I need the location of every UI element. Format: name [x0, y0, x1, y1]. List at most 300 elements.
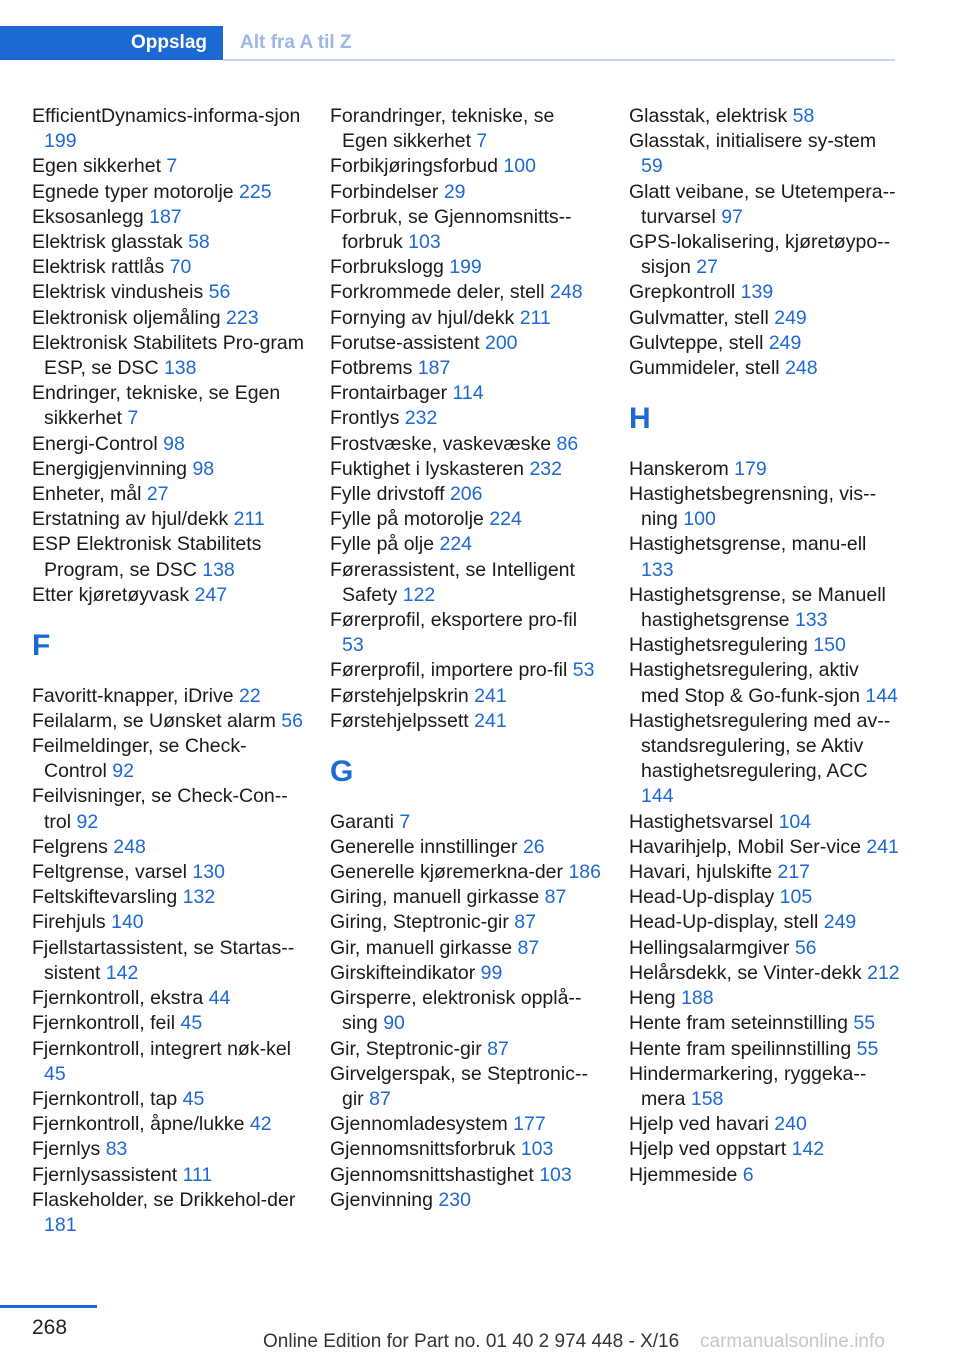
index-entry — [330, 432, 602, 457]
page-reference-link[interactable]: 187 — [417, 357, 451, 380]
page-reference-link[interactable]: 248 — [550, 281, 583, 304]
index-entry-text: Fjernkontroll, integrert nøk-kel — [32, 1037, 292, 1060]
index-entry-text: Girvelgerspak, se Steptronic-gir — [330, 1062, 588, 1110]
page-reference-link[interactable]: 99 — [480, 961, 503, 984]
index-entry — [330, 961, 602, 986]
index-entry-text: Head-Up-display — [629, 886, 775, 909]
index-entry — [629, 835, 901, 860]
index-entry — [32, 104, 304, 154]
index-entry — [330, 608, 602, 658]
index-entry — [330, 507, 602, 532]
index-entry-text: Girskifteindikator — [330, 961, 476, 984]
tab-alt-fra-a-til-z-label: Alt fra A til Z — [240, 32, 352, 53]
page-reference-link[interactable]: 241 — [474, 709, 507, 732]
index-entry — [32, 1011, 304, 1036]
index-entry — [629, 356, 901, 381]
page-reference-link[interactable]: 42 — [249, 1113, 272, 1136]
index-entry — [32, 835, 304, 860]
index-entry — [330, 532, 602, 557]
index-entry — [330, 280, 602, 305]
page-reference-link[interactable]: 103 — [520, 1138, 554, 1161]
index-entry-text: Hastighetsvarsel — [629, 810, 774, 833]
index-entry-text: Feilalarm, se Uønsket alarm — [32, 709, 276, 732]
page-reference-link[interactable]: 158 — [690, 1087, 724, 1110]
index-entry — [330, 482, 602, 507]
index-entry-text: Glasstak, elektrisk — [629, 105, 788, 127]
index-entry — [629, 709, 901, 810]
index-entry-text: Heng — [629, 987, 676, 1010]
page-reference-link[interactable]: 199 — [449, 256, 482, 279]
index-entry-text: Gjennomsnittsforbruk — [330, 1138, 516, 1161]
page-reference-link[interactable]: 225 — [239, 180, 272, 203]
index-entry-text: Førstehjelpssett — [330, 709, 469, 732]
index-entry-text: Energi-Control — [32, 432, 158, 455]
index-entry-text: Head-Up-display, stell — [629, 911, 819, 934]
page-reference-link[interactable]: 212 — [867, 961, 900, 984]
index-entry-text: Fornying av hjul/dekk — [330, 306, 515, 329]
edition-text: Online Edition for Part no. 01 40 2 974 448 - X/16 — [263, 1331, 680, 1352]
page-reference-link[interactable]: 70 — [169, 256, 192, 279]
page-reference-link[interactable]: 232 — [404, 407, 438, 430]
index-entry — [629, 180, 901, 230]
index-entry-text: Fjernkontroll, tap — [32, 1087, 178, 1110]
page-reference-link[interactable]: 186 — [568, 861, 601, 884]
index-entry — [32, 986, 304, 1011]
page-reference-link[interactable]: 6 — [742, 1163, 754, 1186]
index-entry — [32, 1188, 304, 1238]
index-entry-text: Feilvisninger, se Check-Con-trol — [32, 785, 288, 833]
page-reference-link[interactable]: 142 — [105, 961, 139, 984]
index-entry-text: Førstehjelpskrin — [330, 684, 469, 707]
index-entry-text: Fjernlys — [32, 1138, 101, 1161]
index-entry-text: Fjernkontroll, åpne/lukke — [32, 1113, 245, 1136]
index-entry — [32, 154, 304, 179]
index-entry-text: Gjennomsnittshastighet — [330, 1163, 534, 1186]
page-reference-link[interactable]: 87 — [544, 886, 567, 909]
page-reference-link[interactable]: 206 — [449, 483, 483, 506]
index-entry-text: Endringer, tekniske, se Egen sikkerhet — [32, 382, 281, 430]
index-entry-text: Gir, manuell girkasse — [330, 936, 513, 959]
index-entry-text: Frontairbager — [330, 382, 448, 405]
index-entry-text: Hjemmeside — [629, 1163, 738, 1186]
index-entry-text: Fylle på motorolje — [330, 508, 484, 531]
page-reference-link[interactable]: 58 — [188, 231, 210, 254]
page-reference-link[interactable]: 26 — [522, 835, 545, 858]
index-entry-text: Generelle kjøremerkna-der — [330, 861, 564, 884]
index-entry — [32, 205, 304, 230]
index-entry — [330, 986, 602, 1036]
page-reference-link[interactable]: 59 — [641, 155, 663, 178]
index-entry-text: Giring, Steptronic-gir — [330, 911, 509, 934]
index-entry — [629, 306, 901, 331]
page-reference-link[interactable]: 7 — [476, 130, 488, 153]
page-reference-link[interactable]: 7 — [166, 155, 178, 178]
index-entry — [629, 583, 901, 633]
index-column-2 — [330, 104, 602, 1213]
page-reference-link[interactable]: 87 — [369, 1087, 391, 1110]
index-entry — [32, 583, 304, 608]
page-reference-link[interactable]: 130 — [192, 861, 225, 884]
page-reference-link[interactable]: 144 — [641, 785, 674, 808]
index-entry-text: Forbindelser — [330, 180, 439, 203]
page-reference-link[interactable]: 90 — [383, 1012, 405, 1035]
page-reference-link[interactable]: 139 — [740, 281, 774, 304]
index-entry-text: Fotbrems — [330, 357, 413, 380]
index-entry-text: Feltgrense, varsel — [32, 861, 187, 884]
index-entry — [32, 734, 304, 784]
index-entry — [330, 1137, 602, 1162]
index-entry — [32, 1037, 304, 1087]
index-entry-text: Gulvmatter, stell — [629, 306, 769, 329]
page-reference-link[interactable]: 249 — [823, 911, 857, 934]
page-reference-link[interactable]: 53 — [342, 634, 364, 657]
index-entry — [629, 1011, 901, 1036]
page-reference-link[interactable]: 181 — [44, 1213, 77, 1236]
index-entry-text: Hente fram speilinnstilling — [629, 1037, 852, 1060]
page-reference-link[interactable]: 7 — [127, 407, 139, 430]
page-reference-link[interactable]: 200 — [484, 331, 518, 354]
index-entry — [629, 331, 901, 356]
page-reference-link[interactable]: 103 — [539, 1163, 572, 1186]
index-entry-text: Erstatning av hjul/dekk — [32, 508, 229, 531]
page-reference-link[interactable]: 240 — [774, 1113, 807, 1136]
page-reference-link[interactable]: 133 — [794, 609, 828, 632]
index-entry-text: Elektrisk rattlås — [32, 256, 165, 279]
index-entry — [629, 810, 901, 835]
index-entry — [629, 986, 901, 1011]
tab-alt-fra-a-til-z[interactable] — [240, 26, 352, 60]
index-entry-text: Enheter, mål — [32, 483, 142, 506]
index-entry — [32, 1112, 304, 1137]
index-entry-text: Hanskerom — [629, 457, 729, 480]
index-entry — [330, 860, 602, 885]
index-entry — [629, 104, 901, 129]
index-entry-text: ESP Elektronisk Stabilitets Program, se DSC — [32, 533, 262, 581]
index-entry — [629, 885, 901, 910]
page-reference-link[interactable]: 87 — [514, 911, 536, 934]
index-entry — [32, 381, 304, 431]
index-entry — [629, 910, 901, 935]
index-entry-text: Havari, hjulskifte — [629, 861, 773, 884]
index-entry-text: Hastighetsgrense, manu-ell — [629, 533, 867, 556]
page-reference-link[interactable]: 104 — [778, 810, 812, 833]
index-entry — [629, 532, 901, 582]
index-entry — [629, 129, 901, 179]
index-entry-text: Feltskiftevarsling — [32, 886, 178, 909]
page-reference-link[interactable]: 44 — [208, 987, 231, 1010]
index-entry — [32, 230, 304, 255]
index-entry — [629, 658, 901, 708]
page-reference-link[interactable]: 7 — [399, 810, 411, 833]
page-reference-link[interactable]: 248 — [785, 357, 818, 380]
section-letter: H — [629, 402, 651, 436]
index-entry-text: Fjernkontroll, feil — [32, 1012, 176, 1035]
index-entry-text: Gulvteppe, stell — [629, 331, 764, 354]
index-entry — [330, 558, 602, 608]
index-entry — [330, 180, 602, 205]
index-entry — [629, 1163, 901, 1188]
index-entry-text: Giring, manuell girkasse — [330, 886, 540, 909]
page-reference-link[interactable]: 83 — [105, 1138, 128, 1161]
index-entry-text: Feilmeldinger, se Check-Control — [32, 735, 247, 783]
index-entry — [330, 205, 602, 255]
index-entry — [32, 1137, 304, 1162]
index-entry-text: Førerprofil, importere pro-fil — [330, 659, 568, 682]
page-reference-link[interactable]: 100 — [683, 508, 716, 531]
index-entry-text: Hindermarkering, ryggeka-mera — [629, 1062, 867, 1110]
index-entry — [32, 532, 304, 582]
page-reference-link[interactable]: 27 — [146, 483, 169, 506]
index-entry-text: Frostvæske, vaskevæske — [330, 432, 552, 455]
page-reference-link[interactable]: 144 — [865, 684, 898, 707]
index-entry-text: Egnede typer motorolje — [32, 180, 234, 203]
index-entry-text: Forbrukslogg — [330, 256, 444, 279]
index-entry-text: Favoritt-knapper, iDrive — [32, 684, 234, 707]
page-reference-link[interactable]: 248 — [113, 835, 146, 858]
index-entry-text: Etter kjøretøyvask — [32, 583, 190, 606]
index-entry-text: Havarihjelp, Mobil Ser-vice — [629, 835, 861, 858]
section-letter: F — [32, 628, 51, 662]
page-reference-link[interactable]: 122 — [402, 583, 436, 606]
page-reference-link[interactable]: 92 — [76, 810, 99, 833]
page-reference-link[interactable]: 56 — [281, 709, 303, 732]
page-reference-link[interactable]: 29 — [443, 180, 466, 203]
page-reference-link[interactable]: 241 — [866, 835, 899, 858]
index-entry-text: Frontlys — [330, 407, 400, 430]
index-entry — [32, 709, 304, 734]
index-entry — [330, 658, 602, 683]
index-entry-text: Forandringer, tekniske, se Egen sikkerhet — [330, 105, 555, 153]
page-reference-link[interactable]: 45 — [44, 1062, 66, 1085]
index-entry-text: Generelle innstillinger — [330, 835, 518, 858]
index-entry — [32, 331, 304, 381]
page-reference-link[interactable]: 132 — [182, 886, 216, 909]
index-entry — [330, 1062, 602, 1112]
page-reference-link[interactable]: 55 — [853, 1012, 876, 1035]
index-entry — [330, 457, 602, 482]
index-entry — [330, 910, 602, 935]
index-entry-text: Førerassistent, se Intelligent Safety — [330, 558, 575, 606]
index-entry-text: Hjelp ved oppstart — [629, 1138, 787, 1161]
index-entry-text: Felgrens — [32, 835, 108, 858]
index-entry-text: Hastighetsregulering med av-standsregulering, se Aktiv hastighetsregulering, ACC — [629, 709, 891, 783]
index-entry-text: EfficientDynamics-informa-sjon — [32, 105, 301, 127]
index-entry — [629, 936, 901, 961]
index-entry — [330, 306, 602, 331]
index-entry-text: Hente fram seteinnstilling — [629, 1012, 848, 1035]
page-reference-link[interactable]: 199 — [44, 130, 77, 153]
index-entry-text: Fuktighet i lyskasteren — [330, 457, 525, 480]
index-entry — [330, 356, 602, 381]
index-entry — [32, 1087, 304, 1112]
page-reference-link[interactable]: 133 — [641, 558, 674, 581]
index-entry-text: Gir, Steptronic-gir — [330, 1037, 482, 1060]
page-reference-link[interactable]: 100 — [503, 155, 536, 178]
page-reference-link[interactable]: 187 — [149, 205, 182, 228]
page-reference-link[interactable]: 55 — [856, 1037, 879, 1060]
page-reference-link[interactable]: 217 — [777, 861, 811, 884]
index-entry — [32, 507, 304, 532]
page-reference-link[interactable]: 230 — [438, 1188, 471, 1211]
index-entry-text: Forbruk, se Gjennomsnitts-forbruk — [330, 205, 572, 254]
page-reference-link[interactable]: 27 — [696, 256, 718, 279]
index-entry — [629, 860, 901, 885]
index-entry-text: Elektronisk Stabilitets Pro-gram ESP, se DSC — [32, 331, 305, 380]
index-entry-text: Hastighetsbegrensning, vis-ning — [629, 483, 877, 531]
index-entry-text: Garanti — [330, 810, 394, 833]
index-entry — [629, 1112, 901, 1137]
page-reference-link[interactable]: 188 — [681, 987, 714, 1010]
footer-accent-line — [0, 1305, 97, 1308]
index-entry — [330, 684, 602, 709]
index-entry — [32, 255, 304, 280]
index-entry-text: Forutse-assistent — [330, 331, 480, 354]
page-reference-link[interactable]: 114 — [452, 382, 484, 405]
index-entry-text: Girsperre, elektronisk opplå-sing — [330, 987, 582, 1035]
index-entry-text: Forbikjøringsforbud — [330, 155, 498, 178]
index-entry — [32, 936, 304, 986]
index-entry — [629, 457, 901, 482]
index-entry — [330, 810, 602, 835]
page-number: 268 — [32, 1316, 68, 1339]
index-entry-text: Hastighetsregulering, aktiv med Stop & Go-funk-sjon — [629, 659, 860, 707]
index-entry-text: Forkrommede deler, stell — [330, 281, 545, 304]
index-entry-text: Helårsdekk, se Vinter-dekk — [629, 961, 862, 984]
index-entry — [330, 154, 602, 179]
page-reference-link[interactable]: 224 — [489, 508, 522, 531]
page-reference-link[interactable]: 249 — [774, 306, 807, 329]
index-entry-text: Elektronisk oljemåling — [32, 306, 221, 329]
page-reference-link[interactable]: 53 — [572, 659, 595, 682]
index-entry — [330, 406, 602, 431]
index-entry — [330, 331, 602, 356]
index-entry — [32, 180, 304, 205]
page-reference-link[interactable]: 138 — [163, 357, 197, 380]
page-reference-link[interactable]: 140 — [111, 911, 144, 934]
index-entry-text: Elektrisk vindusheis — [32, 281, 204, 304]
page-reference-link[interactable]: 224 — [439, 533, 473, 556]
index-entry — [629, 1037, 901, 1062]
index-entry-text: Fjellstartassistent, se Startas-sistent — [32, 936, 295, 984]
index-entry-text: Glatt veibane, se Utetempera-turvarsel — [629, 180, 896, 228]
index-entry — [32, 910, 304, 935]
index-entry — [629, 482, 901, 532]
page-reference-link[interactable]: 92 — [112, 760, 134, 783]
tab-oppslag-label: Oppslag — [130, 32, 207, 53]
index-entry — [32, 684, 304, 709]
index-entry — [32, 784, 304, 834]
page-header — [0, 26, 895, 62]
index-entry — [330, 1188, 602, 1213]
page-reference-link[interactable]: 111 — [182, 1163, 213, 1186]
index-entry-text: Gjennomladesystem — [330, 1113, 508, 1136]
index-entry-text: Elektrisk glasstak — [32, 231, 183, 254]
page-reference-link[interactable]: 98 — [192, 457, 215, 480]
index-entry-text: Firehjuls — [32, 911, 106, 934]
index-entry-text: Egen sikkerhet — [32, 155, 161, 178]
page-reference-link[interactable]: 87 — [487, 1037, 509, 1060]
page-reference-link[interactable]: 211 — [519, 306, 551, 329]
page-reference-link[interactable]: 223 — [226, 306, 259, 329]
index-entry — [330, 381, 602, 406]
index-entry — [629, 1062, 901, 1112]
page-reference-link[interactable]: 105 — [779, 886, 813, 909]
page-reference-link[interactable]: 58 — [792, 105, 815, 127]
page-reference-link[interactable]: 150 — [813, 634, 846, 657]
index-entry — [32, 280, 304, 305]
page-reference-link[interactable]: 103 — [408, 231, 441, 254]
section-letter: G — [330, 754, 354, 788]
index-entry-text: Eksosanlegg — [32, 205, 144, 228]
watermark: carmanualsonline.info — [700, 1331, 885, 1352]
tab-oppslag[interactable] — [0, 26, 223, 60]
index-entry — [330, 1163, 602, 1188]
page-reference-link[interactable]: 232 — [529, 457, 562, 480]
page-reference-link[interactable]: 45 — [182, 1087, 205, 1110]
index-entry — [629, 961, 901, 986]
index-entry — [629, 633, 901, 658]
page-reference-link[interactable]: 45 — [180, 1012, 203, 1035]
page-reference-link[interactable]: 241 — [474, 684, 507, 707]
index-entry-text: Fjernlysassistent — [32, 1163, 178, 1186]
index-entry — [32, 1163, 304, 1188]
index-entry — [330, 104, 602, 154]
index-entry-text: Gummideler, stell — [629, 357, 780, 380]
index-entry-text: Hjelp ved havari — [629, 1113, 769, 1136]
index-entry-text: Fylle drivstoff — [330, 483, 445, 506]
index-entry — [32, 860, 304, 885]
index-entry — [32, 885, 304, 910]
page-reference-link[interactable]: 177 — [513, 1113, 546, 1136]
header-divider — [223, 59, 895, 61]
index-entry — [32, 482, 304, 507]
page-reference-link[interactable]: 98 — [163, 432, 185, 455]
index-entry — [330, 1037, 602, 1062]
index-entry — [629, 1137, 901, 1162]
page-reference-link[interactable]: 56 — [794, 936, 817, 959]
page-reference-link[interactable]: 249 — [768, 331, 802, 354]
index-column-3 — [629, 104, 901, 1188]
index-entry — [330, 255, 602, 280]
index-entry — [330, 936, 602, 961]
index-entry-text: Førerprofil, eksportere pro-fil — [330, 609, 578, 632]
index-entry — [32, 306, 304, 331]
page-reference-link[interactable]: 97 — [721, 205, 743, 228]
index-column-1 — [32, 104, 304, 1238]
page-reference-link[interactable]: 87 — [517, 936, 540, 959]
page-reference-link[interactable]: 56 — [208, 281, 231, 304]
page-reference-link[interactable]: 211 — [233, 508, 265, 531]
page-reference-link[interactable]: 22 — [239, 684, 261, 707]
index-entry — [330, 1112, 602, 1137]
index-entry — [32, 432, 304, 457]
page-reference-link[interactable]: 138 — [202, 558, 235, 581]
index-entry-text: Hellingsalarmgiver — [629, 936, 790, 959]
page-reference-link[interactable]: 86 — [556, 432, 579, 455]
index-entry-text: Flaskeholder, se Drikkehol-der — [32, 1188, 296, 1211]
index-entry-text: Glasstak, initialisere sy-stem — [629, 130, 877, 153]
index-entry — [330, 885, 602, 910]
page-reference-link[interactable]: 142 — [791, 1138, 825, 1161]
page-reference-link[interactable]: 247 — [194, 583, 228, 606]
index-entry-text: Hastighetsgrense, se Manuell hastighetsgrense — [629, 583, 886, 632]
index-entry — [330, 835, 602, 860]
page-reference-link[interactable]: 179 — [734, 457, 767, 480]
index-entry-text: Grepkontroll — [629, 281, 736, 304]
index-entry-text: Fjernkontroll, ekstra — [32, 987, 204, 1010]
index-entry — [32, 457, 304, 482]
index-entry-text: Hastighetsregulering — [629, 634, 808, 657]
